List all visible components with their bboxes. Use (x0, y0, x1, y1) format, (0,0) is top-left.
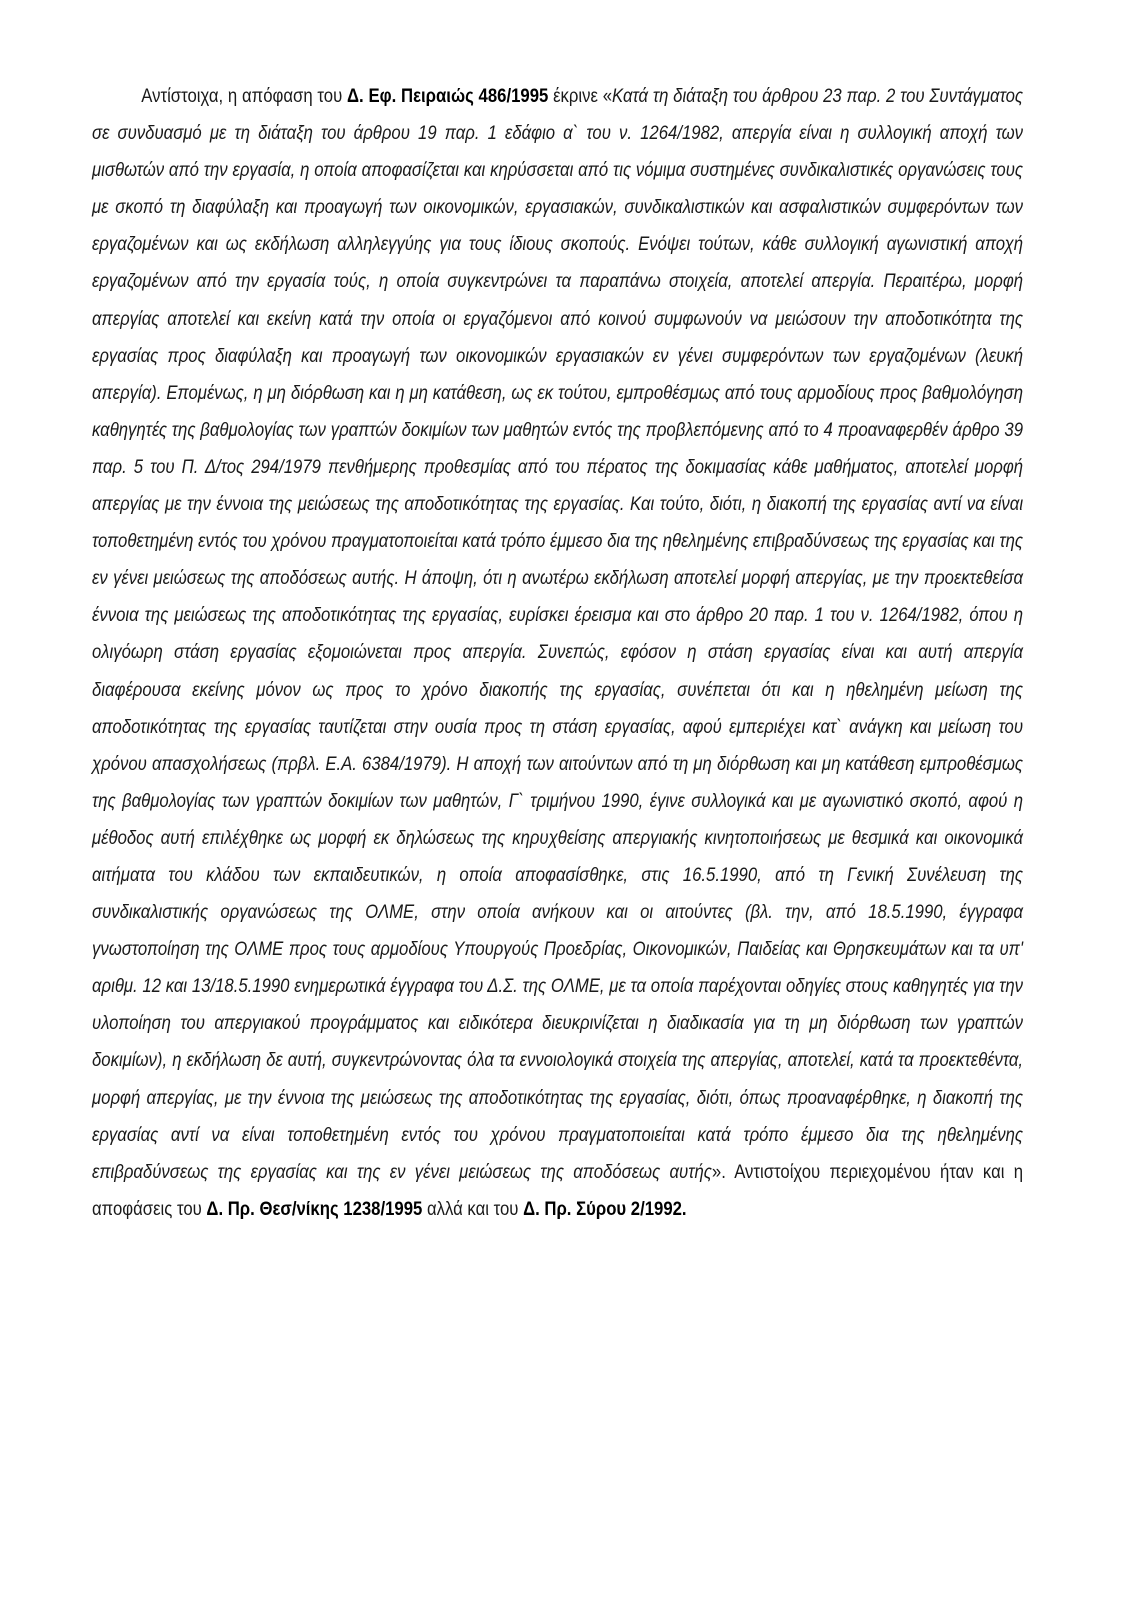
quoted-ruling: Κατά τη διάταξη του άρθρου 23 παρ. 2 του Συντάγματος σε συνδυασμό με τη διάταξη του άρθρου 19 παρ. 1 εδάφιο α` του ν. 1264/1982, απεργία είναι η συλλογική αποχή των μισθωτών από την εργασία, η οποία αποφασίζεται και κηρύσσεται από τις νόμιμα συστημένες συνδικαλιστικές οργανώσεις τους με σκοπό τη διαφύλαξη και προαγωγή των οικονομικών, εργασιακών, συνδικαλιστικών και ασφαλιστικών συμφερόντων των εργαζομένων και ως εκδήλωση αλληλεγγύης για τους ίδιους σκοπούς. Ενόψει τούτων, κάθε συλλογική αγωνιστική αποχή εργαζομένων από την εργασία τούς, η οποία συγκεντρώνει τα παραπάνω στοιχεία, αποτελεί απεργία. Περαιτέρω, μορφή απεργίας αποτελεί και εκείνη κατά την οποία οι εργαζόμενοι από κοινού συμφωνούν να μειώσουν την αποδοτικότητα της εργασίας προς διαφύλαξη και προαγωγή των οικονομικών εργασιακών εν γένει συμφερόντων των εργαζομένων (λευκή απεργία). Επομένως, η μη διόρθωση και η μη κατάθεση, ως εκ τούτου, εμπροθέσμως από τους αρμοδίους προς βαθμολόγηση καθηγητές της βαθμολογίας των γραπτών δοκιμίων των μαθητών εντός της προβλεπόμενης από το 4 προαναφερθέν άρθρο 39 παρ. 5 του Π. Δ/τος 294/1979 πενθήμερης προθεσμίας από του πέρατος της δοκιμασίας κάθε μαθήματος, αποτελεί μορφή απεργίας με την έννοια της μειώσεως της αποδοτικότητας της εργασίας. Και τούτο, διότι, η διακοπή της εργασίας αντί να είναι τοποθετημένη εντός του χρόνου πραγματοποιείται κατά τρόπο έμμεσο δια της ηθελημένης επιβραδύνσεως της εργασίας και της εν γένει μειώσεως της αποδόσεως αυτής. Η άποψη, ότι η ανωτέρω εκδήλωση αποτελεί μορφή απεργίας, με την προεκτεθείσα έννοια της μειώσεως της αποδοτικότητας της εργασίας, ευρίσκει έρεισμα και στο άρθρο 20 παρ. 1 του ν. 1264/1982, όπου η ολιγόωρη στάση εργασίας εξομοιώνεται προς απεργία. Συνεπώς, εφόσον η στάση εργασίας είναι και αυτή απεργία διαφέρουσα εκείνης μόνον ως προς το χρόνο διακοπής της εργασίας, συνέπεται ότι και η ηθελημένη μείωση της αποδοτικότητας της εργασίας ταυτίζεται στην ουσία προς τη στάση εργασίας, αφού εμπεριέχει κατ` ανάγκη και μείωση του χρόνου απασχολήσεως (πρβλ. Ε.Α. 6384/1979). Η αποχή των αιτούντων από τη μη διόρθωση και μη κατάθεση εμπροθέσμως της βαθμολογίας των γραπτών δοκιμίων των μαθητών, Γ` τριμήνου 1990, έγινε συλλογικά και με αγωνιστικό σκοπό, αφού η μέθοδος αυτή επιλέχθηκε ως μορφή εκ δηλώσεως της κηρυχθείσης απεργιακής κινητοποιήσεως με θεσμικά και οικονομικά αιτήματα του κλάδου των εκπαιδευτικών, η οποία αποφασίσθηκε, στις 16.5.1990, από τη Γενική Συνέλευση της συνδικαλιστικής οργανώσεως της ΟΛΜΕ, στην οποία ανήκουν και οι αιτούντες (βλ. την, από 18.5.1990, έγγραφα γνωστοποίηση της ΟΛΜΕ προς τους αρμοδίους Υπουργούς Προεδρίας, Οικονομικών, Παιδείας και Θρησκευμάτων και τα υπ' αριθμ. 12 και 13/18.5.1990 ενημερωτικά έγγραφα του Δ.Σ. της ΟΛΜΕ, με τα οποία παρέχονται οδηγίες στους καθηγητές για την υλοποίηση του απεργιακού προγράμματος και ειδικότερα διευκρινίζεται η διαδικασία για τη μη διόρθωση των γραπτών δοκιμίων), η εκδήλωση δε αυτή, συγκεντρώνοντας όλα τα εννοιολογικά στοιχεία της απεργίας, αποτελεί, κατά τα προεκτεθέντα, μορφή απεργίας, με την έννοια της μειώσεως της αποδοτικότητας της εργασίας, διότι, όπως προαναφέρθηκε, η διακοπή της εργασίας αντί να είναι τοποθετημένη εντός του χρόνου πραγματοποιείται κατά τρόπο έμμεσο δια της ηθελημένης επιβραδύνσεως της εργασίας και της εν γένει μειώσεως της αποδόσεως αυτής (92, 86, 1024, 1183)
ruled-text: έκρινε « (548, 86, 613, 107)
intro-text: Αντίστοιχα, η απόφαση του (141, 86, 348, 107)
body-paragraph (92, 78, 1023, 1228)
court-reference-syros: Δ. Πρ. Σύρου 2/1992. (523, 1198, 687, 1220)
connector-text: αλλά και του (422, 1198, 524, 1220)
closing-text: ». Αντιστοίχου περιεχομένου ήταν και η αποφάσεις του (92, 1161, 1024, 1220)
court-reference-piraeus: Δ. Εφ. Πειραιώς 486/1995 (347, 86, 549, 107)
court-reference-thessaloniki: Δ. Πρ. Θεσ/νίκης 1238/1995 (206, 1198, 423, 1220)
